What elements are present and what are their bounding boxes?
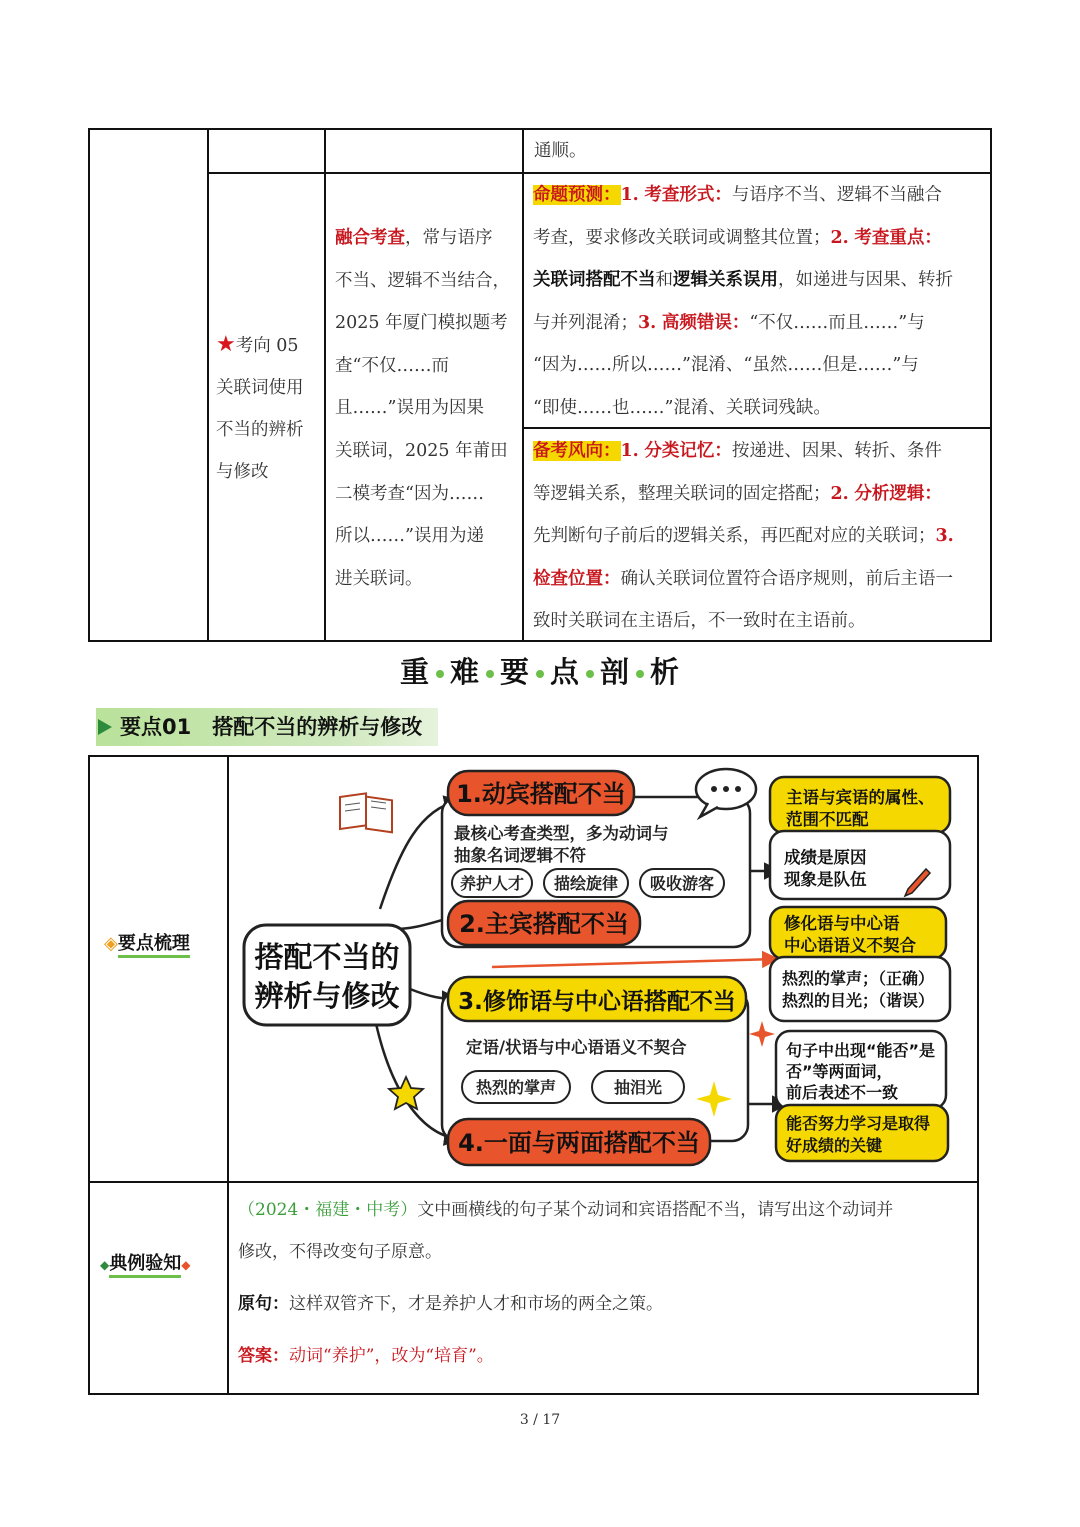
summary-text: 要点梳理: [118, 933, 190, 958]
b2-title-box: [448, 901, 640, 945]
b1-tag-text: 描绘旋律: [553, 874, 619, 893]
title-char: 剖: [600, 655, 631, 689]
red-arrow: [492, 959, 776, 967]
dot-icon: [536, 670, 544, 678]
right-box-4: [770, 957, 950, 1021]
center-box: [244, 925, 410, 1025]
prep-label: 备考风向：: [533, 441, 621, 461]
example-question: 文中画横线的句子某个动词和宾语搭配不当，请写出这个动词并: [417, 1200, 894, 1220]
summary-label: [104, 929, 190, 955]
direction-label: 考向 05: [235, 336, 299, 356]
r5-line1: 句子中出现“能否”是: [786, 1041, 936, 1060]
star-icon: ★: [216, 332, 236, 357]
book-icon: [340, 793, 392, 832]
exam-line: 且……”误用为因果: [335, 398, 484, 419]
r6-line1: 能否努力学习是取得: [786, 1114, 931, 1133]
exam-info-cell: [335, 217, 517, 600]
b3-tag: [462, 1071, 570, 1103]
example-question: 修改，不得改变句子原意。: [238, 1242, 442, 1262]
prediction-label: 命题预测：: [533, 185, 621, 205]
num: 2.: [830, 227, 849, 248]
play-arrow-icon: [98, 719, 112, 735]
exam-line: 进关联词。: [335, 568, 423, 589]
exam-line: 二模考查“因为……: [335, 483, 484, 504]
example-content: [238, 1189, 973, 1377]
exam-line: 2025 年厦门模拟题考: [335, 313, 508, 334]
dot-icon: [486, 670, 494, 678]
point-heading: [96, 708, 438, 746]
b4-title-box: [448, 1119, 710, 1165]
example-source: （2024・福建・中考）: [238, 1200, 418, 1220]
answer-label: 答案：: [238, 1346, 289, 1366]
direction-title-line: 不当的辨析: [216, 420, 304, 440]
diamond-icon: ◆: [100, 1258, 110, 1272]
r4-line2: 热烈的目光；（谐误）: [782, 991, 935, 1010]
r1-line1: 主语与宾语的属性、: [786, 788, 935, 807]
r5-line3: 前后表述不一致: [786, 1083, 899, 1102]
direction-table: [88, 128, 992, 642]
example-text: 典例验知: [109, 1253, 181, 1278]
direction-title-line: 与修改: [216, 462, 269, 482]
keyword: 考查重点：: [854, 227, 942, 248]
b3-tag: [592, 1071, 684, 1103]
keyword: 分类记忆：: [644, 441, 732, 461]
right-box-1: [770, 777, 950, 833]
text: “即使……也……”混淆、关联词残缺。: [533, 397, 831, 418]
text: 致时关联词在主语后，不一致时在主语前。: [533, 611, 866, 632]
num: 3.: [638, 312, 657, 333]
text: 与并列混淆；: [533, 312, 638, 333]
right-box-3: [770, 907, 946, 959]
b1-tag: [452, 869, 532, 897]
b1-tag-text: 养护人才: [459, 874, 525, 893]
diamond-icon: ◆: [181, 1258, 191, 1272]
title-char: 要: [499, 655, 530, 689]
text: 与语序不当、逻辑不当融合: [731, 185, 942, 205]
r3-line1: 修化语与中心语: [784, 914, 900, 933]
r3-line2: 中心语语义不契合: [784, 936, 916, 955]
b1-title-box: [448, 771, 634, 815]
center-title-line1: 搭配不当的: [254, 940, 400, 974]
b1-desc2: 抽象名词逻辑不符: [454, 846, 586, 865]
num: 3.: [935, 526, 954, 547]
dot-icon: [586, 670, 594, 678]
page-number: 3 / 17: [519, 1412, 561, 1428]
keyword: 检查位置：: [533, 568, 621, 589]
b3-title-box: [448, 977, 746, 1021]
keyword: 逻辑关系误用: [673, 270, 778, 291]
num: 1.: [620, 441, 639, 461]
r2-line2: 现象是队伍: [784, 870, 867, 889]
center-title-line2: 辨析与修改: [254, 979, 400, 1013]
text: 等逻辑关系，整理关联词的固定搭配；: [533, 483, 831, 504]
text: 按递进、因果、转折、条件: [731, 441, 942, 461]
point-heading-text: 要点01 搭配不当的辨析与修改: [120, 715, 423, 739]
text: 和: [655, 270, 673, 291]
table-divider: [227, 757, 229, 1393]
text: “不仅……而且……”与: [749, 312, 925, 333]
title-char: 析: [650, 655, 681, 689]
keyword: 考查形式：: [644, 185, 732, 205]
right-box-5: [776, 1031, 946, 1109]
text: 先判断句子前后的逻辑关系，再匹配对应的关联词；: [533, 526, 936, 547]
text: “因为……所以……”混淆、“虽然……但是……”与: [533, 355, 919, 376]
mind-map-diagram: [230, 759, 977, 1177]
title-char: 点: [550, 655, 581, 689]
row1-text: 通顺。: [534, 141, 587, 161]
b3-title: 3.修饰语与中心语搭配不当: [458, 989, 736, 1015]
point-table: [88, 755, 979, 1395]
direction-title-line: 关联词使用: [216, 378, 304, 398]
r4-line1: 热烈的掌声；（正确）: [782, 969, 935, 988]
title-char: 难: [449, 655, 480, 689]
b3-tag-text: 热烈的掌声: [475, 1078, 557, 1097]
r2-line1: 成绩是原因: [784, 848, 867, 867]
sparkle-icon: [749, 1021, 775, 1047]
prediction-cell: [533, 174, 985, 430]
diamond-icon: ◈: [104, 933, 118, 954]
original-label: 原句：: [238, 1294, 289, 1314]
table-divider: [207, 130, 209, 640]
keyword: 分析逻辑：: [854, 483, 942, 504]
direction-cell: [216, 324, 320, 493]
original-sentence: 这样双管齐下，才是养护人才和市场的两全之策。: [289, 1294, 663, 1314]
b2-title: 2.主宾搭配不当: [459, 910, 629, 938]
dot-icon: [436, 670, 444, 678]
b1-title: 1.动宾搭配不当: [456, 780, 626, 808]
example-label: [100, 1249, 190, 1275]
b1-tag: [544, 869, 628, 897]
b1-tag-text: 吸收游客: [649, 874, 715, 893]
text: 考查，要求修改关联词或调整其位置；: [533, 227, 831, 248]
r1-line2: 范围不匹配: [786, 810, 869, 829]
star-icon: [389, 1077, 423, 1109]
right-box-6: [776, 1105, 948, 1161]
b3-tag-text: 抽泪光: [613, 1078, 663, 1097]
title-char: 重: [399, 655, 430, 689]
keyword: 关联词搭配不当: [533, 270, 656, 291]
exam-line: 查“不仅……而: [335, 355, 449, 376]
right-box-2: [770, 831, 950, 899]
b1-desc1: 最核心考查类型，多为动词与: [454, 824, 669, 843]
b1-tag: [640, 869, 724, 897]
b4-title: 4.一面与两面搭配不当: [458, 1129, 700, 1157]
b3-desc: 定语/状语与中心语语义不契合: [466, 1038, 687, 1057]
r5-line2: 否”等两面词，: [786, 1062, 893, 1081]
num: 2.: [830, 483, 849, 504]
section-title: [0, 650, 1080, 691]
text: 确认关联词位置符合语序规则，前后主语一: [620, 568, 953, 589]
exam-line: 关联词，2025 年莆田: [335, 440, 508, 461]
table-divider: [522, 130, 524, 640]
exam-line: ，常与语序: [405, 228, 493, 248]
prep-cell: [533, 430, 985, 643]
answer-text: 动词“养护”，改为“培育”。: [289, 1346, 494, 1366]
dot-icon: [636, 670, 644, 678]
keyword: 高频错误：: [661, 312, 750, 333]
r6-line2: 好成绩的关键: [786, 1136, 883, 1155]
table-divider: [324, 130, 326, 640]
exam-line: 不当、逻辑不当结合，: [335, 270, 510, 291]
exam-line: 所以……”误用为递: [335, 526, 484, 547]
table-divider: [90, 1181, 977, 1183]
exam-intro-keyword: 融合考查: [335, 228, 405, 248]
num: 1.: [620, 185, 639, 205]
text: ，如递进与因果、转折: [778, 270, 953, 291]
